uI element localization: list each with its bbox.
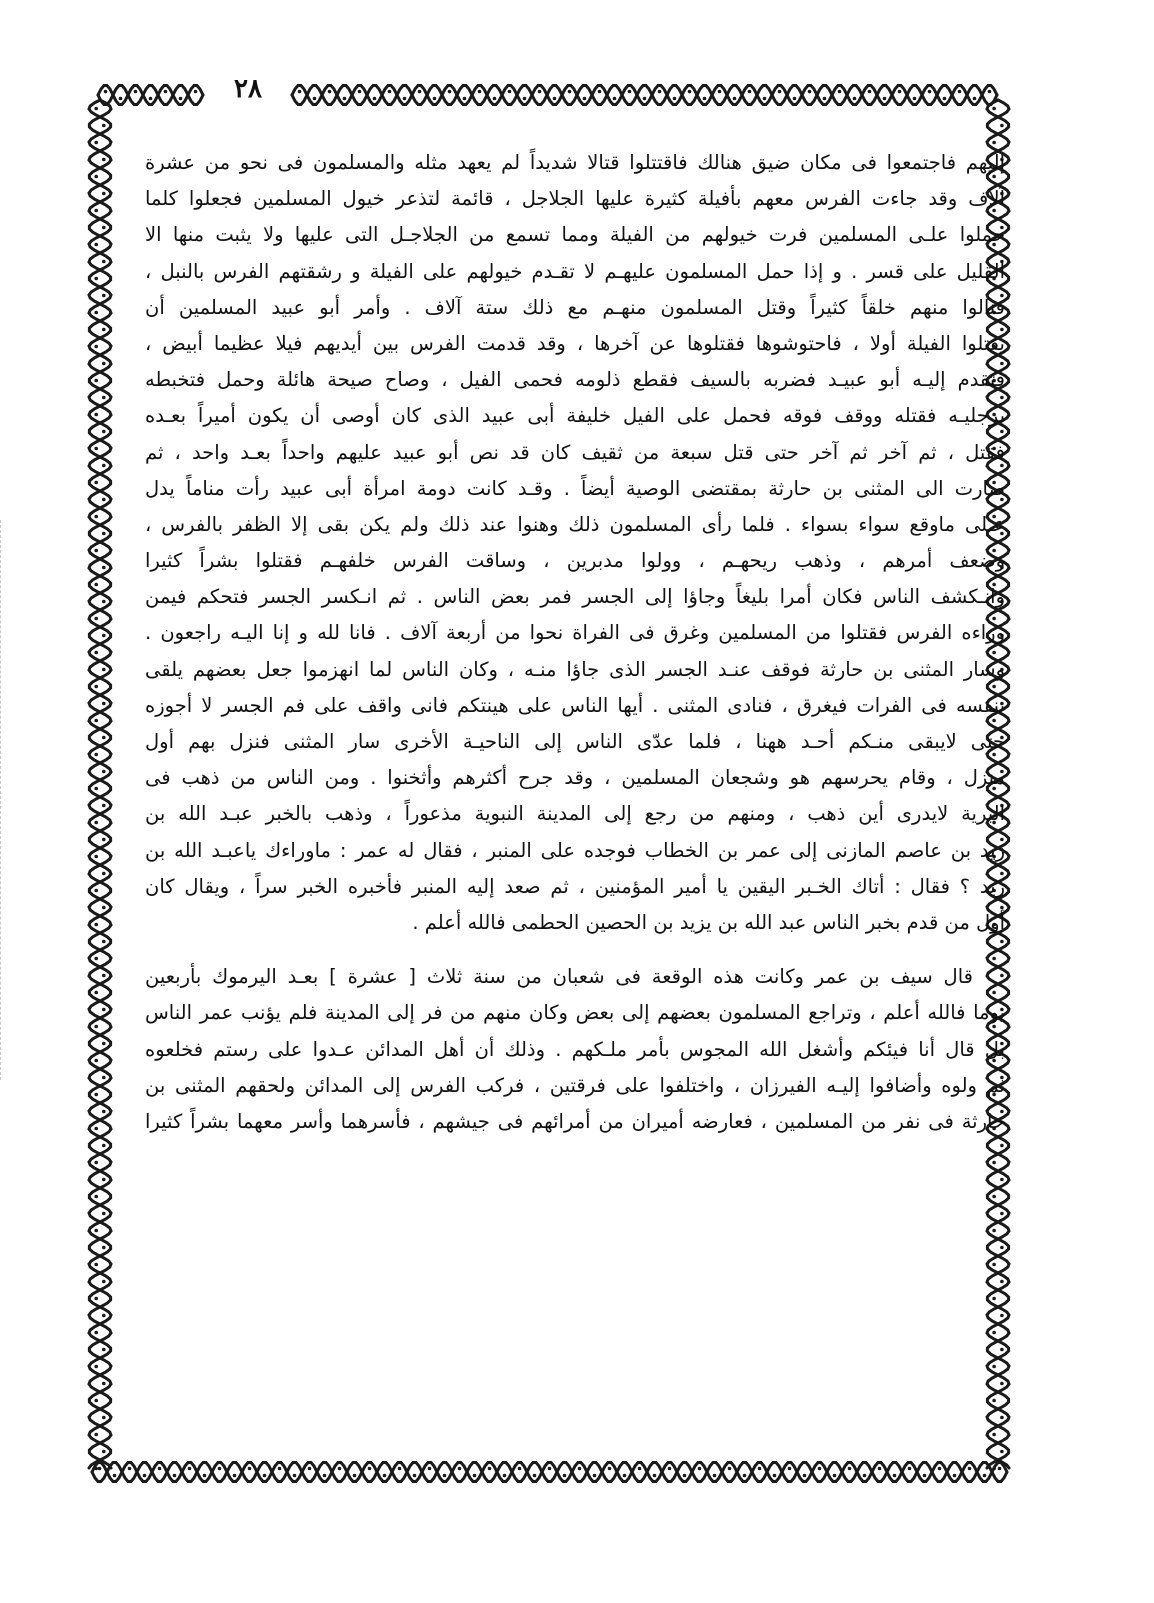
page-number: ٢٨ [234, 74, 262, 104]
text-line: صارت الى المثنى بن حارثة بمقتضى الوصية أيضاً . وقـد كانت دومة امرأة أبى عبيد رأت مناماً يدل [145, 476, 1005, 500]
text-line: أول من قدم بخبر الناس عبد الله بن يزيد بن الحصين الحطمى فالله أعلم . [412, 910, 1005, 934]
text-line: وضعف أمرهم ، وذهب ريحهـم ، وولوا مدبرين ، وساقت الفرس خلفهـم فقتلوا بشراً كثيرا [145, 549, 1005, 573]
text-line: القليل على قسر . و إذا حمل المسلمون عليهـم لا تقـدم خيولهم على الفيلة و رشقتهم الفرس بالنبل ، [145, 259, 1005, 283]
page-body [145, 145, 1005, 1140]
text-line: فقتل ، ثم آخر ثم آخر حتى قتل سبعة من ثقيف كان قد نص أبو عبيد عليهم واحداً بعـد واحد ، ثم [145, 440, 1005, 464]
text-line: بنفسه فى الفرات فيغرق ، فنادى المثنى . أيها الناس على هينتكم فانى واقف على فم الجسر لا أجوزه [145, 693, 1005, 717]
text-line: فتقدم إليـه أبو عبيـد فضربه بالسيف فقطع ذلومه فحمى الفيل ، وصاح صيحة هائلة وحمل فتخبطه [145, 368, 1005, 392]
border-bottom-chain [92, 1463, 1007, 1482]
text-line: منزل ، وقام يحرسهم هو وشجعان المسلمين ، وقد جرح أكثرهم وأثخنوا . ومن الناس من ذهب فى [145, 766, 1005, 790]
text-line: زيد بن عاصم المازنى إلى عمر بن الخطاب فوجده على المنبر ، فقال له عمر : ماوراءك ياعبـد الله بن [145, 838, 1005, 862]
text-line: ثم ولوه وأضافوا إليـه الفيرزان ، واختلفوا على فرقتين ، فركب الفرس إلى المدائن ولحقهم المثنى بن [145, 1073, 1005, 1097]
text-line: وسار المثنى بن حارثة فوقف عنـد الجسر الذى جاؤا منـه ، وكان الناس لما انهزموا جعل بعضهم يلقى [145, 657, 1005, 681]
paragraph-1 [145, 145, 1005, 941]
text-line: حملوا علـى المسلمين فرت خيولهم من الفيلة ومما تسمع من الجلاجـل التى عليها ولا يثبت منها الا [145, 223, 1005, 247]
text-line: يقتلوا الفيلة أولا ، فاحتوشوها فقتلوها عن آخرها ، وقد قدمت الفرس بين أيديهم فيلا عظيما أبيض ، [145, 331, 1005, 355]
text-line: وانـكشف الناس فكان أمرا بليغاً وجاؤا إلى الجسر فمر بعض الناس . ثم انـكسر الجسر فتحكم فيمن [145, 585, 1005, 609]
text-line: بل قال أنا فيئكم وأشغل الله المجوس بأمر ملـكهم . وذلك أن أهل المدائن عـدوا على رستم فخلعوه [145, 1037, 1005, 1061]
border-left-chain [89, 100, 111, 1470]
text-line: قال سيف بن عمر وكانت هذه الوقعة فى شعبان من سنة ثلاث [ عشرة ] بعـد اليرموك بأربعين [145, 965, 973, 989]
text-line: برجليـه فقتله ووقف فوقه فحمل على الفيل خليفة أبى عبيد الذى كان أوصى أن يكون أميراً بعـده [145, 404, 1005, 428]
text-line: إليهم فاجتمعوا فى مكان ضيق هنالك فاقتتلوا قتالا شديداً لم يعهد مثله والمسلمون فى نحو من عشرة [145, 151, 1005, 174]
text-line: وراءه الفرس فقتلوا من المسلمين وغرق فى الفراة نحوا من أربعة آلاف . فانا لله و إنا اليـه راجعون . [145, 621, 1005, 645]
text-line: يوما فالله أعلم ، وتراجع المسلمون بعضهم إلى بعض وكان منهم من فر إلى المدينة فلم يؤنب عمر الناس [145, 1001, 1005, 1025]
text-line: حتى لايبقى منـكم أحـد ههنا ، فلما عدّى الناس إلى الناحيـة الأخرى سار المثنى فنزل بهم أول [145, 730, 1005, 753]
text-line: آلاف وقد جاءت الفرس معهم بأفيلة كثيرة عليها الجلاجل ، قائمة لتذعر خيول المسلمين فجعلوا كلما [145, 187, 1005, 211]
text-line: البرية لايدرى أين ذهب ، ومنهم من رجع إلى المدينة النبوية مذعوراً ، وذهب بالخبر عبـد الله بن [145, 802, 1005, 826]
text-line: فنالوا منهم خلقاً كثيراً وقتل المسلمون منهـم مع ذلك ستة آلاف . وأمر أبو عبيد المسلمين أن [145, 295, 1005, 319]
text-line: عـلى ماوقع سواء بسواء . فلما رأى المسلمون ذلك وهنوا عند ذلك ولم يكن بقى إلا الظفر بالفرس ، [145, 512, 1005, 536]
paragraph-2 [145, 959, 1005, 1140]
text-line: زيد ؟ فقال : أتاك الخـبر اليقين يا أمير المؤمنين ، ثم صعد إليه المنبر فأخبره الخبر سراً ، ويقال كان [145, 874, 1005, 898]
text-line: حارثة فى نفر من المسلمين ، فعارضه أميران من أمرائهم فى جيشهم ، فأسرهما وأسر معهما بشراً كثيرا [145, 1109, 1005, 1133]
